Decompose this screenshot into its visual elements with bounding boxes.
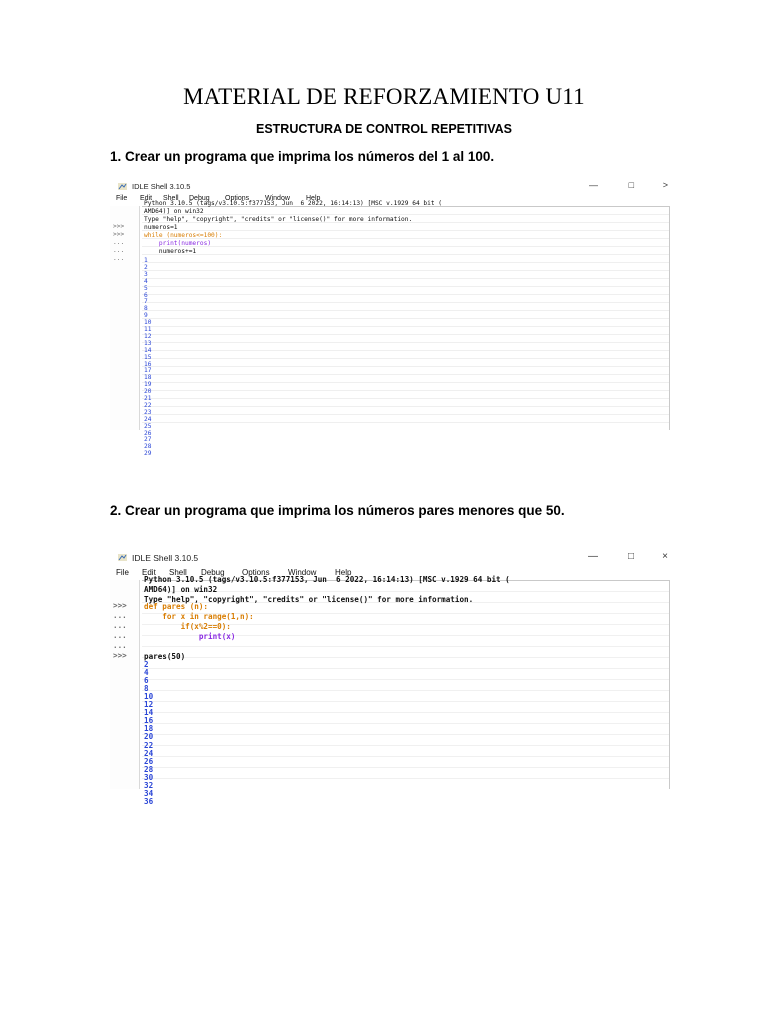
prompt: ... [113,611,127,620]
output-line: 17 [144,367,152,375]
idle-app-icon [118,183,127,190]
output-line: 9 [144,312,148,320]
menu-debug[interactable]: Debug [201,568,225,577]
output-line: 5 [144,284,148,292]
output-line: 36 [144,796,154,806]
prompt: >>> [113,223,125,230]
close-button[interactable]: > [662,180,668,190]
menu-shell[interactable]: Shell [163,195,179,202]
prompt: >>> [113,231,125,238]
maximize-button[interactable]: □ [628,180,634,190]
output-line: 10 [144,692,154,702]
output-line: 18 [144,724,154,734]
menu-file[interactable]: File [116,568,129,577]
prompt: ... [113,641,127,650]
output-line: 22 [144,740,154,750]
code-line: while (numeros<=100): [144,232,223,239]
output-line: 1 [144,257,148,264]
output-line: 2 [144,660,149,669]
shell-editor[interactable] [110,200,674,458]
banner-line: Type "help", "copyright", "credits" or "license()" for more information. [144,595,474,604]
idle-app-icon [118,554,127,561]
output-line: 15 [144,353,152,361]
output-line: 11 [144,326,152,333]
output-line: 28 [144,443,152,451]
output-line: 34 [144,788,154,798]
output-line: 4 [144,668,149,678]
banner-line: Type "help", "copyright", "credits" or "license()" for more information. [144,216,413,223]
output-line: 18 [144,374,152,382]
maximize-button[interactable]: □ [627,551,634,562]
code-line: pares(50) [144,652,186,661]
window-titlebar [110,548,674,568]
prompt: ... [113,239,125,246]
output-line: 28 [144,764,154,774]
output-line: 21 [144,395,152,402]
menu-help[interactable]: Help [306,195,321,202]
output-line: 13 [144,339,152,347]
menu-window[interactable]: Window [265,195,290,202]
output-line: 24 [144,748,154,758]
shell-text[interactable] [142,200,670,458]
prompt: >>> [113,601,127,610]
output-line: 14 [144,346,152,354]
window-titlebar [110,179,674,195]
code-line: print(numeros) [144,240,212,247]
output-line: 26 [144,756,154,766]
idle-shell-window-1 [110,179,674,458]
output-line: 6 [144,291,148,299]
window-title: IDLE Shell 3.10.5 [132,182,191,191]
output-line: 12 [144,332,152,340]
output-line: 14 [144,708,154,718]
output-line: 30 [144,772,154,782]
output-line: 19 [144,381,152,389]
code-line: print(x) [144,632,236,641]
code-line: numeros=1 [144,224,178,231]
output-line: 6 [144,676,149,686]
code-line: def pares (n): [144,602,209,611]
output-line: 29 [144,450,152,458]
prompt-gutter [110,206,140,430]
exercise-1-label: 1. Crear un programa que imprima los números del 1 al 100. [110,149,495,164]
code-line: for x in range(1,n): [144,612,254,621]
code-line: if(x%2==0): [144,622,231,631]
prompt: ... [113,247,125,254]
prompt: >>> [113,651,127,660]
prompt: ... [113,255,125,262]
shell-editor[interactable] [110,575,674,806]
exercise-2-label: 2. Crear un programa que imprima los números pares menores que 50. [110,503,565,518]
prompt: ... [113,621,127,630]
banner-line: AMD64)] on win32 [144,208,204,215]
menu-shell[interactable]: Shell [169,568,187,577]
output-line: 16 [144,716,154,726]
idle-shell-window-2 [110,548,674,806]
output-line: 16 [144,360,152,368]
output-line: 24 [144,415,152,423]
output-line: 22 [144,401,152,409]
document-title: MATERIAL DE REFORZAMIENTO U11 [183,84,585,109]
output-line: 23 [144,408,152,416]
menu-options[interactable]: Options [242,568,270,577]
document-subtitle: ESTRUCTURA DE CONTROL REPETITIVAS [255,122,513,136]
output-line: 20 [144,732,154,742]
menu-edit[interactable]: Edit [142,568,156,577]
shell-text[interactable] [142,575,670,806]
output-line: 10 [144,319,152,327]
output-line: 25 [144,422,152,430]
output-line: 27 [144,436,152,444]
menu-options[interactable]: Options [225,195,250,202]
output-line: 7 [144,298,148,306]
window-title: IDLE Shell 3.10.5 [132,553,199,563]
output-line: 8 [144,305,148,313]
code-line: numeros+=1 [144,248,197,255]
banner-line: AMD64)] on win32 [144,585,218,594]
menu-edit[interactable]: Edit [140,195,153,202]
output-line: 12 [144,700,154,710]
prompt: ... [113,631,127,640]
minimize-button[interactable]: — [588,551,598,562]
menu-file[interactable]: File [116,195,128,202]
minimize-button[interactable]: — [589,180,598,190]
output-line: 3 [144,270,148,278]
output-line: 4 [144,277,148,285]
output-line: 8 [144,684,149,694]
output-line: 2 [144,263,148,271]
prompt-gutter [110,580,140,789]
output-line: 20 [144,388,152,396]
banner-line: Python 3.10.5 (tags/v3.10.5:f377153, Jun 6 2022, 16:14:13) [MSC v.1929 64 bit ( [144,575,510,584]
menu-help[interactable]: Help [335,568,352,577]
menu-window[interactable]: Window [288,568,317,577]
close-button[interactable]: × [662,551,668,562]
output-line: 32 [144,780,154,790]
menu-debug[interactable]: Debug [189,195,210,202]
output-line: 26 [144,429,152,437]
banner-line: Python 3.10.5 (tags/v3.10.5:f377153, Jun 6 2022, 16:14:13) [MSC v.1929 64 bit ( [144,200,443,207]
